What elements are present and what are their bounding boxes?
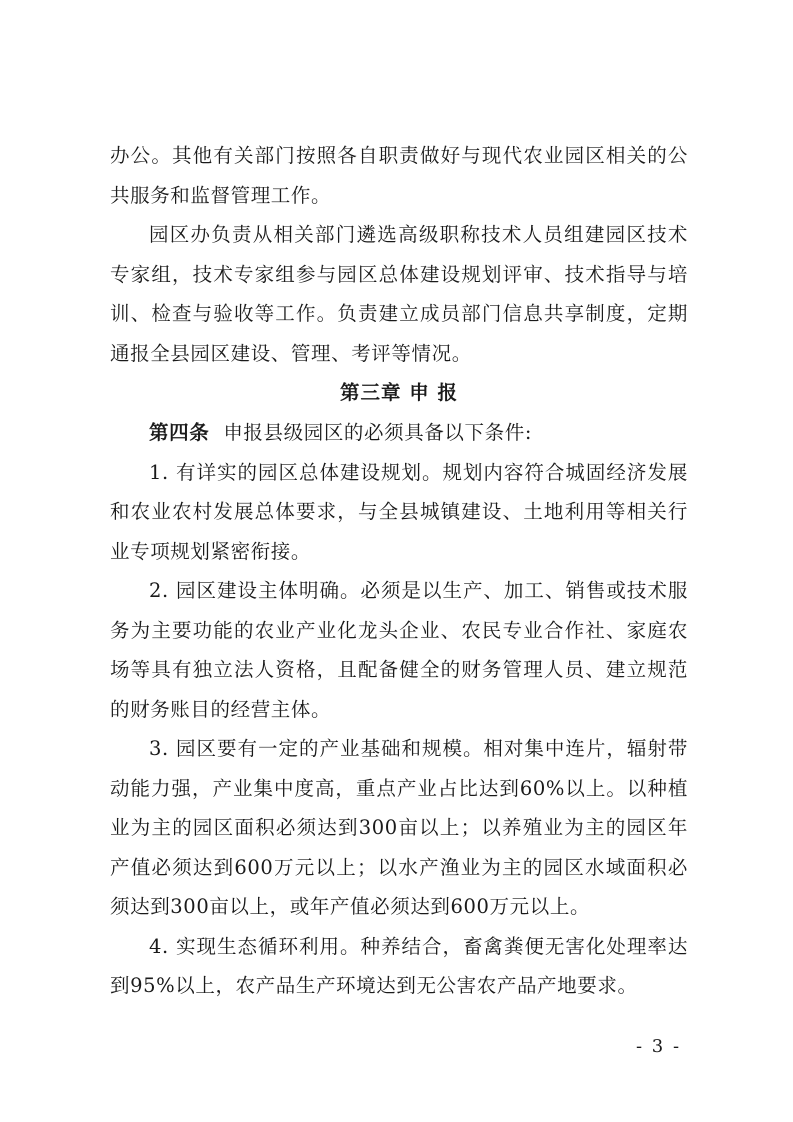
condition-item-3: 3. 园区要有一定的产业基础和规模。相对集中连片，辐射带动能力强，产业集中度高，重点产业占比达到60%以上。以种植业为主的园区面积必须达到300亩以上；以养殖业为主的园区年产值必须达到600万元以上；以水产渔业为主的园区水域面积必须达到300亩以上，或年产值必须达到600万元以上。 bbox=[110, 737, 688, 918]
page-number: - 3 - bbox=[636, 1036, 682, 1057]
paragraph-expert-group: 园区办负责从相关部门遴选高级职称技术人员组建园区技术专家组，技术专家组参与园区总体建设规划评审、技术指导与培训、检查与验收等工作。负责建立成员部门信息共享制度，定期通报全县园区建设、管理、考评等情况。 bbox=[110, 223, 688, 365]
document-page bbox=[110, 136, 688, 1006]
condition-item-1: 1. 有详实的园区总体建设规划。规划内容符合城固经济发展和农业农村发展总体要求，与全县城镇建设、土地利用等相关行业专项规划紧密衔接。 bbox=[110, 460, 688, 563]
article-4 bbox=[110, 413, 688, 453]
article-4-label: 第四条 bbox=[149, 421, 210, 444]
condition-item-4: 4. 实现生态循环利用。种养结合，畜禽粪便无害化处理率达到95%以上，农产品生产环境达到无公害农产品产地要求。 bbox=[110, 934, 688, 997]
chapter-heading: 第三章 申 报 bbox=[339, 381, 459, 404]
paragraph-office-duties: 办公。其他有关部门按照各自职责做好与现代农业园区相关的公共服务和监督管理工作。 bbox=[110, 144, 688, 207]
condition-item-2: 2. 园区建设主体明确。必须是以生产、加工、销售或技术服务为主要功能的农业产业化龙头企业、农民专业合作社、家庭农场等具有独立法人资格，且配备健全的财务管理人员、建立规范的财务账目的经营主体。 bbox=[110, 579, 688, 721]
article-4-text: 申报县级园区的必须具备以下条件: bbox=[223, 421, 532, 444]
